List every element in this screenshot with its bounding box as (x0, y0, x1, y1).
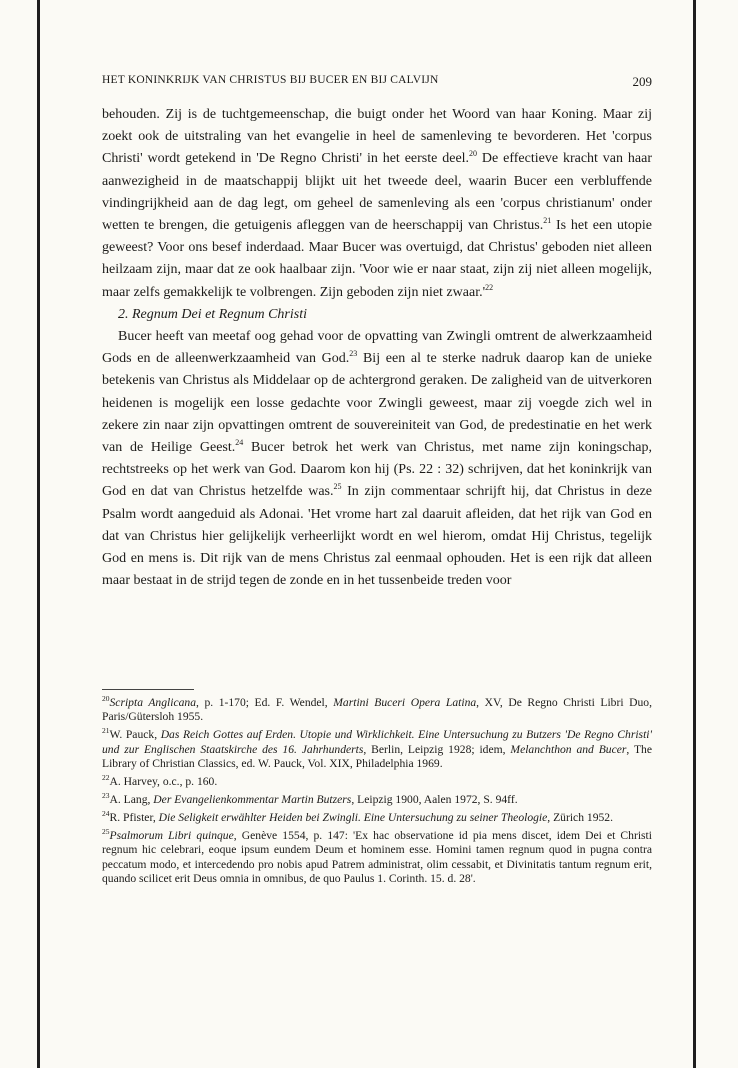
footnote-text: , p. 1-170; Ed. F. Wendel, (196, 696, 334, 709)
footnote-text: Scripta Anglicana (109, 696, 196, 709)
footnote-20 (102, 696, 652, 725)
footnote-21 (102, 728, 652, 771)
footnote-text: , Berlin, Leipzig 1928; idem, (363, 742, 511, 756)
footnote-25 (102, 826, 653, 887)
footnote-number: 23 (102, 790, 110, 800)
footnote-text: , XV, De Regno Christi Libri Duo, Paris/Gütersloh 1955. (102, 696, 652, 724)
page-number: 209 (632, 74, 652, 89)
running-head: HET KONINKRIJK VAN CHRISTUS BIJ BUCER EN BIJ CALVIJN (102, 74, 439, 86)
section-heading: 2. Regnum Dei et Regnum Christi (118, 306, 307, 322)
footnote-number: 21 (102, 726, 110, 736)
footnote-text: , Zürich 1952. (547, 810, 613, 824)
scan-left-edge (37, 0, 40, 1068)
text-run: In zijn commentaar schrijft hij, dat Christus in deze Psalm wordt aangeduid als Adonai. 'Het vrome hart zal daaruit afleiden, dat het rijk van God en dat van Christus hier gelijkelijk verheerlijkt wordt en wel hierom, omdat Hij Christus, tegelijk God en mens is. Dit rijk van de mens Christus zal eenmaal ophouden. Het is een rijk dat alleen maar bestaat in de strijd tegen de zonde en in het tussenbeide treden voor (102, 484, 652, 589)
footnote-ref-22: 22 (485, 282, 494, 292)
text-run: Bucer heeft van meetaf oog gehad voor de opvatting van Zwingli omtrent de alwerkzaamheid Gods en de alleenwerkzaamheid van God. (102, 329, 652, 367)
footnote-text: A. Lang, (109, 792, 154, 806)
footnote-ref-24: 24 (235, 438, 244, 448)
footnote-text: , Leipzig 1900, Aalen 1972, S. 94ff. (351, 792, 518, 806)
scan-right-edge (693, 0, 696, 1068)
footnote-text: , Genève 1554, p. 147: 'Ex hac observatione id pia mens discet, idem Dei et Christi regnum hic celebrari, eoque ipsum eundem Deum et hominem esse. Homini tamen regnum quod in pugna contra peccatum modo, et intercedendo pro nobis apud Patrem administrat, olim cessabit, et Divinitatis tantum regnum erit, quando scilicet erit Deus omnia in omnibus, de quo Paulus 1. Corinth. 15. d. 28'. (102, 828, 653, 885)
footnote-ref-23: 23 (349, 349, 358, 359)
footnote-text: Der Evangelienkommentar Martin Butzers (153, 792, 352, 806)
footnote-number: 20 (102, 694, 110, 703)
footnote-number: 24 (102, 808, 110, 818)
text-run: Is het een utopie geweest? Voor ons besef inderdaad. Maar Bucer was overtuigd, dat Christus' geboden niet alleen heilzaam zijn, maar dat ze ook haalbaar zijn. 'Voor wie er naar staat, zijn zij niet alleen mogelijk, maar zelfs gemakkelijk te volbrengen. Zijn geboden zijn niet zwaar.' (102, 218, 652, 300)
footnote-text: W. Pauck, (109, 728, 161, 742)
footnote-ref-25: 25 (333, 482, 342, 492)
footnotes (102, 696, 652, 890)
text-run: Bij een al te sterke nadruk daarop kan de unieke betekenis van Christus als Middelaar op de achtergrond geraken. De zaligheid van de uitverkoren heidenen is mogelijk een losse gedachte voor Zwingli geweest, maar zij voegde zich wel in zekere zin naar zijn opvattingen omtrent de souvereiniteit van God, de predestinatie en het werk van de Heilige Geest. (102, 351, 653, 456)
footnote-text: Psalmorum Libri quinque (109, 828, 234, 842)
text-run: Bucer betrok het werk van Christus, met name zijn koningschap, rechtstreeks op het werk van God. Daarom kon hij (Ps. 22 : 32) schrijven, dat het koninkrijk van God en dat van Christus hetzelfde was. (102, 440, 652, 500)
footnote-ref-21: 21 (543, 216, 552, 226)
footnote-ref-20: 20 (469, 149, 478, 159)
footnote-text: Die Seligkeit erwählter Heiden bei Zwingli. Eine Untersuchung zu seiner Theologie (158, 810, 548, 824)
text-run: behouden. Zij is de tuchtgemeenschap, die buigt onder het Woord van haar Koning. Maar zij zoekt ook de uitstraling van het evangelie in heel de samenleving te bevorderen. Het 'corpus Christi' wordt getekend in 'De Regno Christi' in het eerste deel. (102, 107, 652, 167)
footnote-text: Das Reich Gottes auf Erden. Utopie und Wirklichkeit. Eine Untersuchung zu Butzers 'De Regno Christi' und zur Englischen Staatskirche des 16. Jahrhunderts (102, 728, 652, 756)
footnote-23 (102, 790, 652, 807)
text-run: De effectieve kracht van haar aanwezigheid in de maatschappij blijkt uit het tweede deel, waarin Bucer een verbluffende vindingrijkheid aan de dag legt, om geheel de samenleving als een 'corpus christianum' onder wetten te brengen, die getuigenis afleggen van de heerschappij van Christus. (102, 151, 652, 234)
footnote-number: 25 (102, 826, 110, 836)
body-text (102, 104, 652, 592)
paragraph-1 (102, 104, 652, 304)
footnote-24 (102, 808, 652, 825)
footnote-text: Martini Buceri Opera Latina (333, 696, 477, 709)
paragraph-2 (102, 326, 652, 592)
footnote-separator (102, 689, 194, 690)
footnote-text: R. Pfister, (109, 810, 159, 824)
footnote-text: Melanchthon and Bucer (510, 742, 627, 756)
footnote-text: , The Library of Christian Classics, ed. W. Pauck, Vol. XIX, Philadelphia 1969. (102, 742, 652, 771)
footnote-22 (102, 775, 652, 789)
page-header (102, 74, 652, 94)
footnote-text: A. Harvey, o.c., p. 160. (109, 775, 218, 789)
footnote-number: 22 (102, 773, 110, 783)
